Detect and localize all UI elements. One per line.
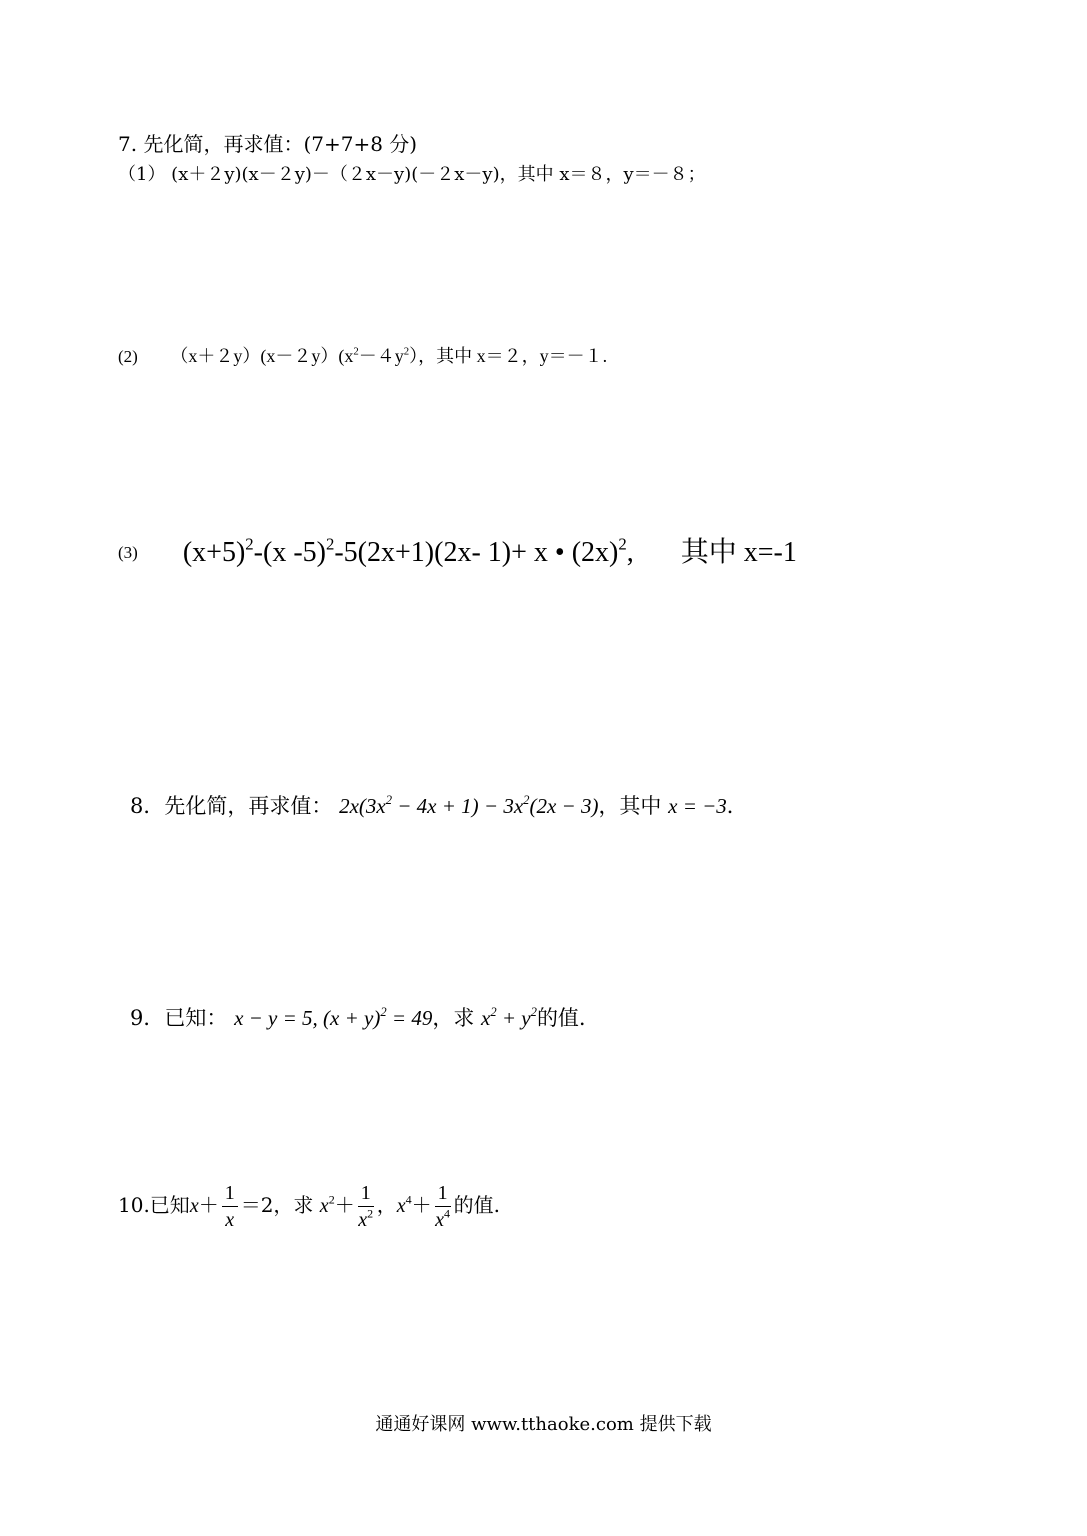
page-footer: 通通好课网 www.tthaoke.com 提供下载 — [375, 1414, 712, 1435]
end-punctuation: ． — [726, 794, 748, 818]
exponent: 2 — [385, 793, 392, 808]
expression-segment: －４y — [358, 346, 404, 366]
operator: ＋ — [334, 1193, 355, 1217]
question-7-part-3 — [118, 530, 797, 570]
condition-expression: x = −3 — [668, 794, 727, 818]
fraction-denominator: x — [225, 1209, 235, 1231]
expression-segment: x − y = 5, (x + y) — [234, 1006, 381, 1030]
question-prefix: 8．先化简，再求值： — [130, 794, 333, 818]
question-10 — [118, 1182, 500, 1231]
exponent: 2 — [380, 1005, 387, 1020]
expression-segment: （x＋２y）(x－２y）(x — [170, 346, 354, 366]
question-8 — [130, 790, 748, 820]
exponent: 2 — [403, 345, 410, 358]
expression-segment: -(x -5) — [253, 537, 326, 568]
fraction-denominator — [358, 1207, 374, 1231]
expression-segment: 2x(3x — [339, 794, 386, 818]
end-text: 的值. — [453, 1193, 500, 1217]
exponent: 2 — [245, 534, 254, 554]
question-7-part-2 — [118, 342, 607, 368]
expression-segment: + y — [496, 1006, 531, 1030]
expression-segment: (2x − 3) — [529, 794, 599, 818]
connector-text: ，求 — [432, 1006, 475, 1030]
condition-text: 其中 x=-1 — [680, 537, 797, 568]
separator: ， — [376, 1193, 397, 1217]
expression-segment: x — [481, 1006, 491, 1030]
question-7-title: 7. 先化简，再求值：(7+7+8 分) — [118, 132, 418, 156]
question-7-part-1: （1） (x＋２y)(x－２y)－（２x－y)(－２x－y)，其中 x＝８，y＝－８； — [118, 164, 706, 185]
expression-segment: -5(2x+1)(2x- 1)+ x • (2x) — [334, 537, 619, 568]
exponent: 2 — [367, 1206, 374, 1221]
fraction-denominator — [435, 1207, 451, 1231]
question-9 — [130, 1002, 586, 1032]
expression-segment: , — [626, 537, 634, 568]
operator: ＋ — [198, 1193, 219, 1217]
expression-segment: = 49 — [386, 1006, 433, 1030]
fraction-numerator: 1 — [222, 1182, 238, 1207]
question-prefix: 9．已知： — [130, 1006, 228, 1030]
part-number: (2) — [118, 347, 138, 366]
question-prefix: 10.已知 — [118, 1193, 190, 1217]
operator: ＋ — [411, 1193, 432, 1217]
end-text: 的值. — [536, 1006, 586, 1030]
fraction — [222, 1182, 238, 1231]
part-number: (3) — [118, 543, 138, 562]
expression-segment: ），其中 x＝２，y＝－１. — [409, 346, 608, 366]
fraction — [358, 1182, 374, 1231]
math-expression — [339, 794, 598, 818]
exponent: 2 — [353, 345, 359, 358]
exponent: 2 — [618, 534, 627, 554]
denominator-variable: x — [435, 1209, 445, 1231]
variable: x — [189, 1195, 199, 1217]
exponent: 2 — [490, 1005, 497, 1020]
exponent: 2 — [328, 1192, 335, 1207]
exponent: 2 — [325, 534, 335, 554]
target-expression — [481, 1006, 537, 1030]
connector-text: ＝2，求 — [240, 1193, 314, 1217]
exponent: 2 — [530, 1005, 537, 1020]
variable: x — [396, 1195, 406, 1217]
math-expression — [234, 1006, 432, 1030]
exponent: 4 — [405, 1192, 412, 1207]
variable: x — [319, 1195, 329, 1217]
expression-segment: − 4x + 1) − 3x — [392, 794, 524, 818]
fraction — [435, 1182, 451, 1231]
connector-text: ，其中 — [598, 794, 662, 818]
fraction-numerator: 1 — [435, 1182, 451, 1207]
expression-segment: (x+5) — [182, 537, 246, 568]
denominator-variable: x — [358, 1209, 368, 1231]
exponent: 4 — [444, 1206, 451, 1221]
exponent: 2 — [523, 793, 530, 808]
fraction-numerator: 1 — [358, 1182, 374, 1207]
